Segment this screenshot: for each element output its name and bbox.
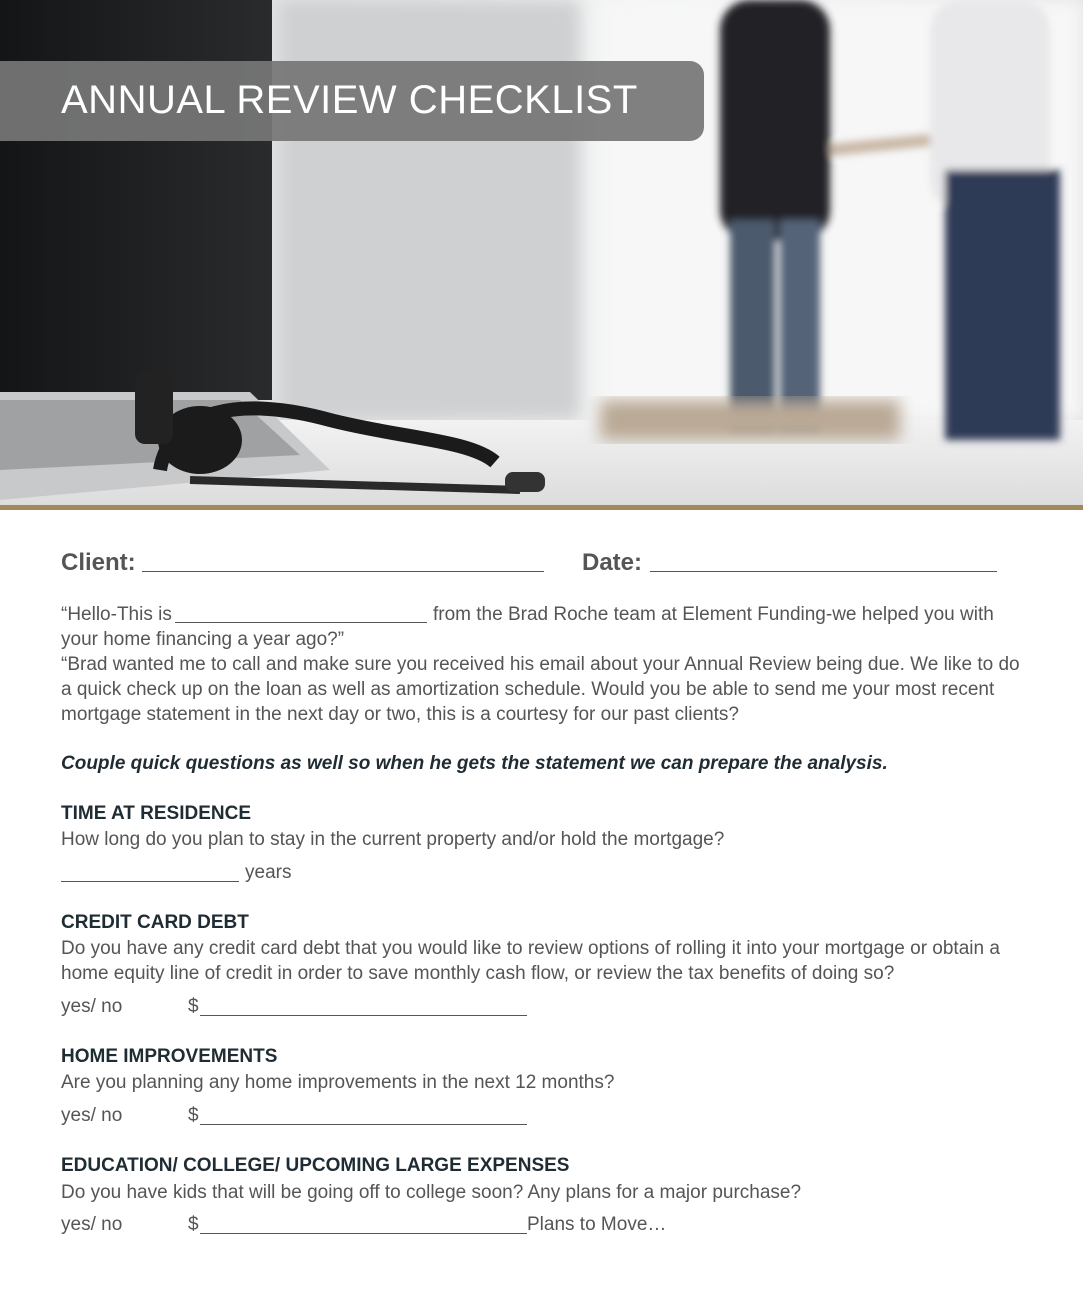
credit-yes-no[interactable]: yes/ no: [61, 996, 123, 1017]
client-label: Client:: [61, 549, 136, 576]
education-heading: EDUCATION/ COLLEGE/ UPCOMING LARGE EXPENSES: [61, 1155, 570, 1176]
improvements-heading: HOME IMPROVEMENTS: [61, 1046, 278, 1067]
client-field[interactable]: [142, 571, 544, 572]
education-dollar-sign: $: [188, 1214, 199, 1235]
improvements-yes-no[interactable]: yes/ no: [61, 1105, 123, 1126]
credit-dollar-sign: $: [188, 996, 199, 1017]
hello-line-2: your home financing a year ago?”: [61, 629, 345, 650]
hello-end: from the Brad Roche team at Element Funding-we helped you with: [433, 604, 994, 625]
brad-line-2: a quick check up on the loan as well as amortization schedule. Would you be able to send me your most recent: [61, 679, 995, 700]
brad-line-3: mortgage statement in the next day or two, this is a courtesy for our past clients?: [61, 704, 739, 725]
brad-line-1: “Brad wanted me to call and make sure you received his email about your Annual Review being due. We like to do: [61, 654, 1020, 675]
date-label: Date:: [582, 549, 643, 576]
caller-name-field[interactable]: [175, 622, 427, 623]
years-unit: years: [245, 862, 292, 883]
improvements-dollar-sign: $: [188, 1105, 199, 1126]
credit-question-2: home equity line of credit in order to save monthly cash flow, or review the tax benefits of doing so?: [61, 963, 895, 984]
plans-to-move: Plans to Move…: [527, 1214, 667, 1235]
years-field[interactable]: [61, 881, 239, 882]
credit-heading: CREDIT CARD DEBT: [61, 912, 249, 933]
residence-question: How long do you plan to stay in the current property and/or hold the mortgage?: [61, 829, 725, 850]
credit-amount-field[interactable]: [200, 1015, 527, 1016]
hello-start: “Hello-This is: [61, 604, 172, 625]
emphasis-note: Couple quick questions as well so when he gets the statement we can prepare the analysis.: [61, 753, 888, 774]
education-yes-no[interactable]: yes/ no: [61, 1214, 123, 1235]
education-amount-field[interactable]: [200, 1233, 527, 1234]
date-field[interactable]: [650, 571, 997, 572]
improvements-question: Are you planning any home improvements in the next 12 months?: [61, 1072, 615, 1093]
gold-divider: [0, 505, 1083, 510]
improvements-amount-field[interactable]: [200, 1124, 527, 1125]
credit-question-1: Do you have any credit card debt that you would like to review options of rolling it into your mortgage or obtain a: [61, 938, 1000, 959]
residence-heading: TIME AT RESIDENCE: [61, 803, 252, 824]
page-title: ANNUAL REVIEW CHECKLIST: [61, 78, 638, 122]
education-question: Do you have kids that will be going off to college soon? Any plans for a major purchase?: [61, 1182, 802, 1203]
